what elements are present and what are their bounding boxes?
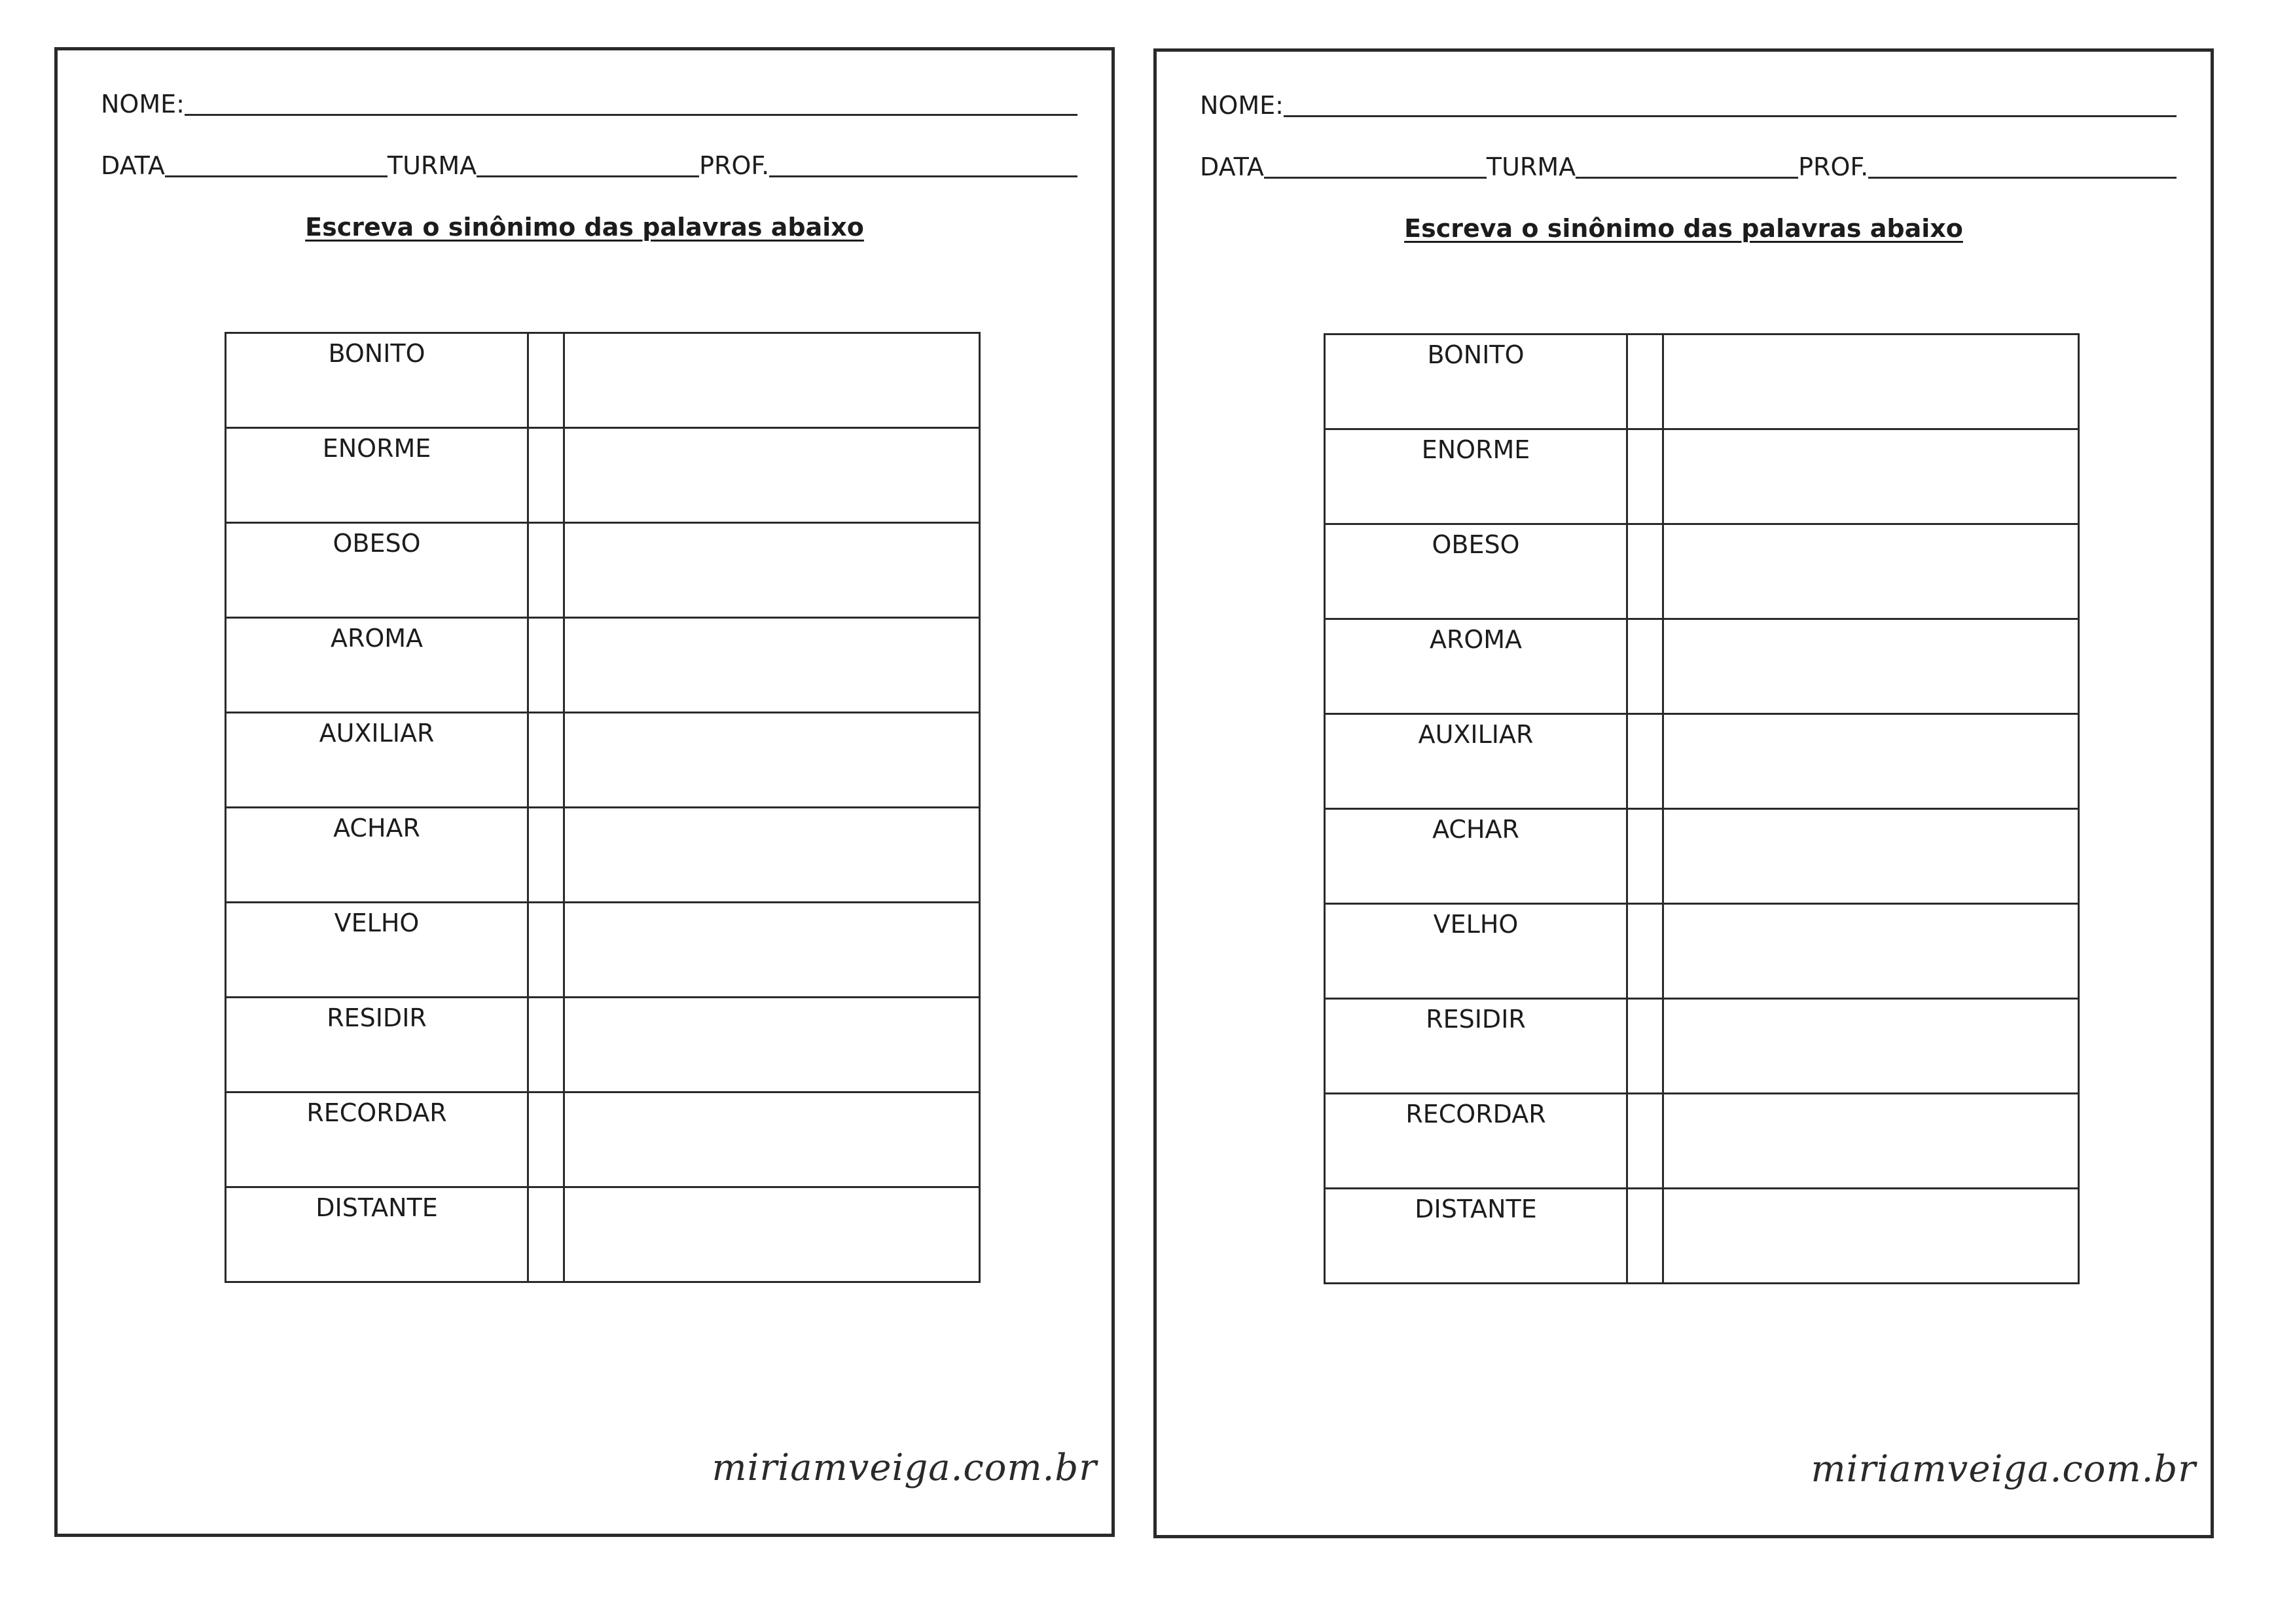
word-cell: AROMA [1325,619,1627,714]
gap-cell [1627,619,1663,714]
answer-cell [564,523,980,618]
table-row [226,618,980,713]
gap-cell [528,428,564,523]
word-cell: RECORDAR [1325,1094,1627,1189]
table-row [226,1092,980,1187]
word-cell: DISTANTE [1325,1189,1627,1284]
date-label: DATA [101,151,165,180]
date-line [165,156,388,177]
word-cell: AROMA [226,618,528,713]
table-row [1325,714,2079,809]
answer-cell [1663,429,2079,524]
name-label: NOME: [101,90,185,118]
brand-signature: miriamveiga.com.br [1811,1448,2196,1490]
table-row [1325,904,2079,999]
teacher-label: PROF. [1798,153,1869,181]
gap-cell [1627,524,1663,619]
word-cell: RESIDIR [1325,999,1627,1094]
table-row [226,903,980,998]
word-cell: AUXILIAR [226,713,528,808]
word-cell: VELHO [1325,904,1627,999]
word-cell: DISTANTE [226,1187,528,1282]
gap-cell [1627,1189,1663,1284]
gap-cell [528,1187,564,1282]
table-row [1325,524,2079,619]
name-line [185,94,1077,116]
gap-cell [1627,429,1663,524]
name-row [101,91,1077,117]
table-row [1325,334,2079,429]
word-cell: OBESO [226,523,528,618]
info-row [1200,154,2177,180]
worksheet-right [1153,48,2214,1538]
word-cell: RESIDIR [226,998,528,1092]
info-row [101,153,1077,179]
answer-cell [1663,619,2079,714]
gap-cell [1627,714,1663,809]
class-label: TURMA [1486,153,1576,181]
answer-cell [1663,1189,2079,1284]
gap-cell [1627,999,1663,1094]
gap-cell [528,903,564,998]
table-row [1325,619,2079,714]
gap-cell [528,1092,564,1187]
answer-cell [564,713,980,808]
name-line [1284,96,2177,117]
gap-cell [1627,904,1663,999]
word-cell: AUXILIAR [1325,714,1627,809]
gap-cell [528,333,564,428]
word-cell: RECORDAR [226,1092,528,1187]
gap-cell [1627,1094,1663,1189]
table-row [226,998,980,1092]
word-cell: BONITO [226,333,528,428]
word-cell: ACHAR [226,808,528,903]
table-row [1325,1189,2079,1284]
answer-cell [564,1092,980,1187]
table-row [1325,809,2079,904]
synonym-table [1324,333,2080,1284]
answer-cell [1663,999,2079,1094]
teacher-label: PROF. [699,151,770,180]
table-row [226,428,980,523]
answer-cell [1663,714,2079,809]
gap-cell [528,808,564,903]
word-cell: VELHO [226,903,528,998]
worksheet-left [54,47,1115,1537]
brand-signature: miriamveiga.com.br [712,1447,1097,1489]
gap-cell [528,998,564,1092]
class-line [477,156,699,177]
gap-cell [1627,334,1663,429]
answer-cell [1663,524,2079,619]
gap-cell [1627,809,1663,904]
gap-cell [528,523,564,618]
table-row [226,713,980,808]
word-cell: ACHAR [1325,809,1627,904]
class-label: TURMA [387,151,477,180]
name-label: NOME: [1200,91,1284,120]
answer-cell [1663,334,2079,429]
teacher-line [1868,157,2177,179]
instruction-heading: Escreva o sinônimo das palavras abaixo [1404,214,1963,243]
answer-cell [564,428,980,523]
word-cell: OBESO [1325,524,1627,619]
answer-cell [564,333,980,428]
name-row [1200,92,2177,118]
answer-cell [1663,1094,2079,1189]
table-row [226,808,980,903]
gap-cell [528,713,564,808]
table-row [1325,999,2079,1094]
word-cell: ENORME [226,428,528,523]
table-row [226,523,980,618]
answer-cell [564,1187,980,1282]
answer-cell [1663,809,2079,904]
date-line [1264,157,1487,179]
date-label: DATA [1200,153,1264,181]
answer-cell [564,808,980,903]
synonym-table [225,332,981,1283]
table-row [1325,1094,2079,1189]
instruction-heading: Escreva o sinônimo das palavras abaixo [305,213,864,242]
class-line [1576,157,1798,179]
answer-cell [564,998,980,1092]
word-cell: BONITO [1325,334,1627,429]
word-cell: ENORME [1325,429,1627,524]
table-row [226,333,980,428]
table-row [1325,429,2079,524]
answer-cell [1663,904,2079,999]
table-row [226,1187,980,1282]
teacher-line [769,156,1077,177]
answer-cell [564,903,980,998]
answer-cell [564,618,980,713]
gap-cell [528,618,564,713]
